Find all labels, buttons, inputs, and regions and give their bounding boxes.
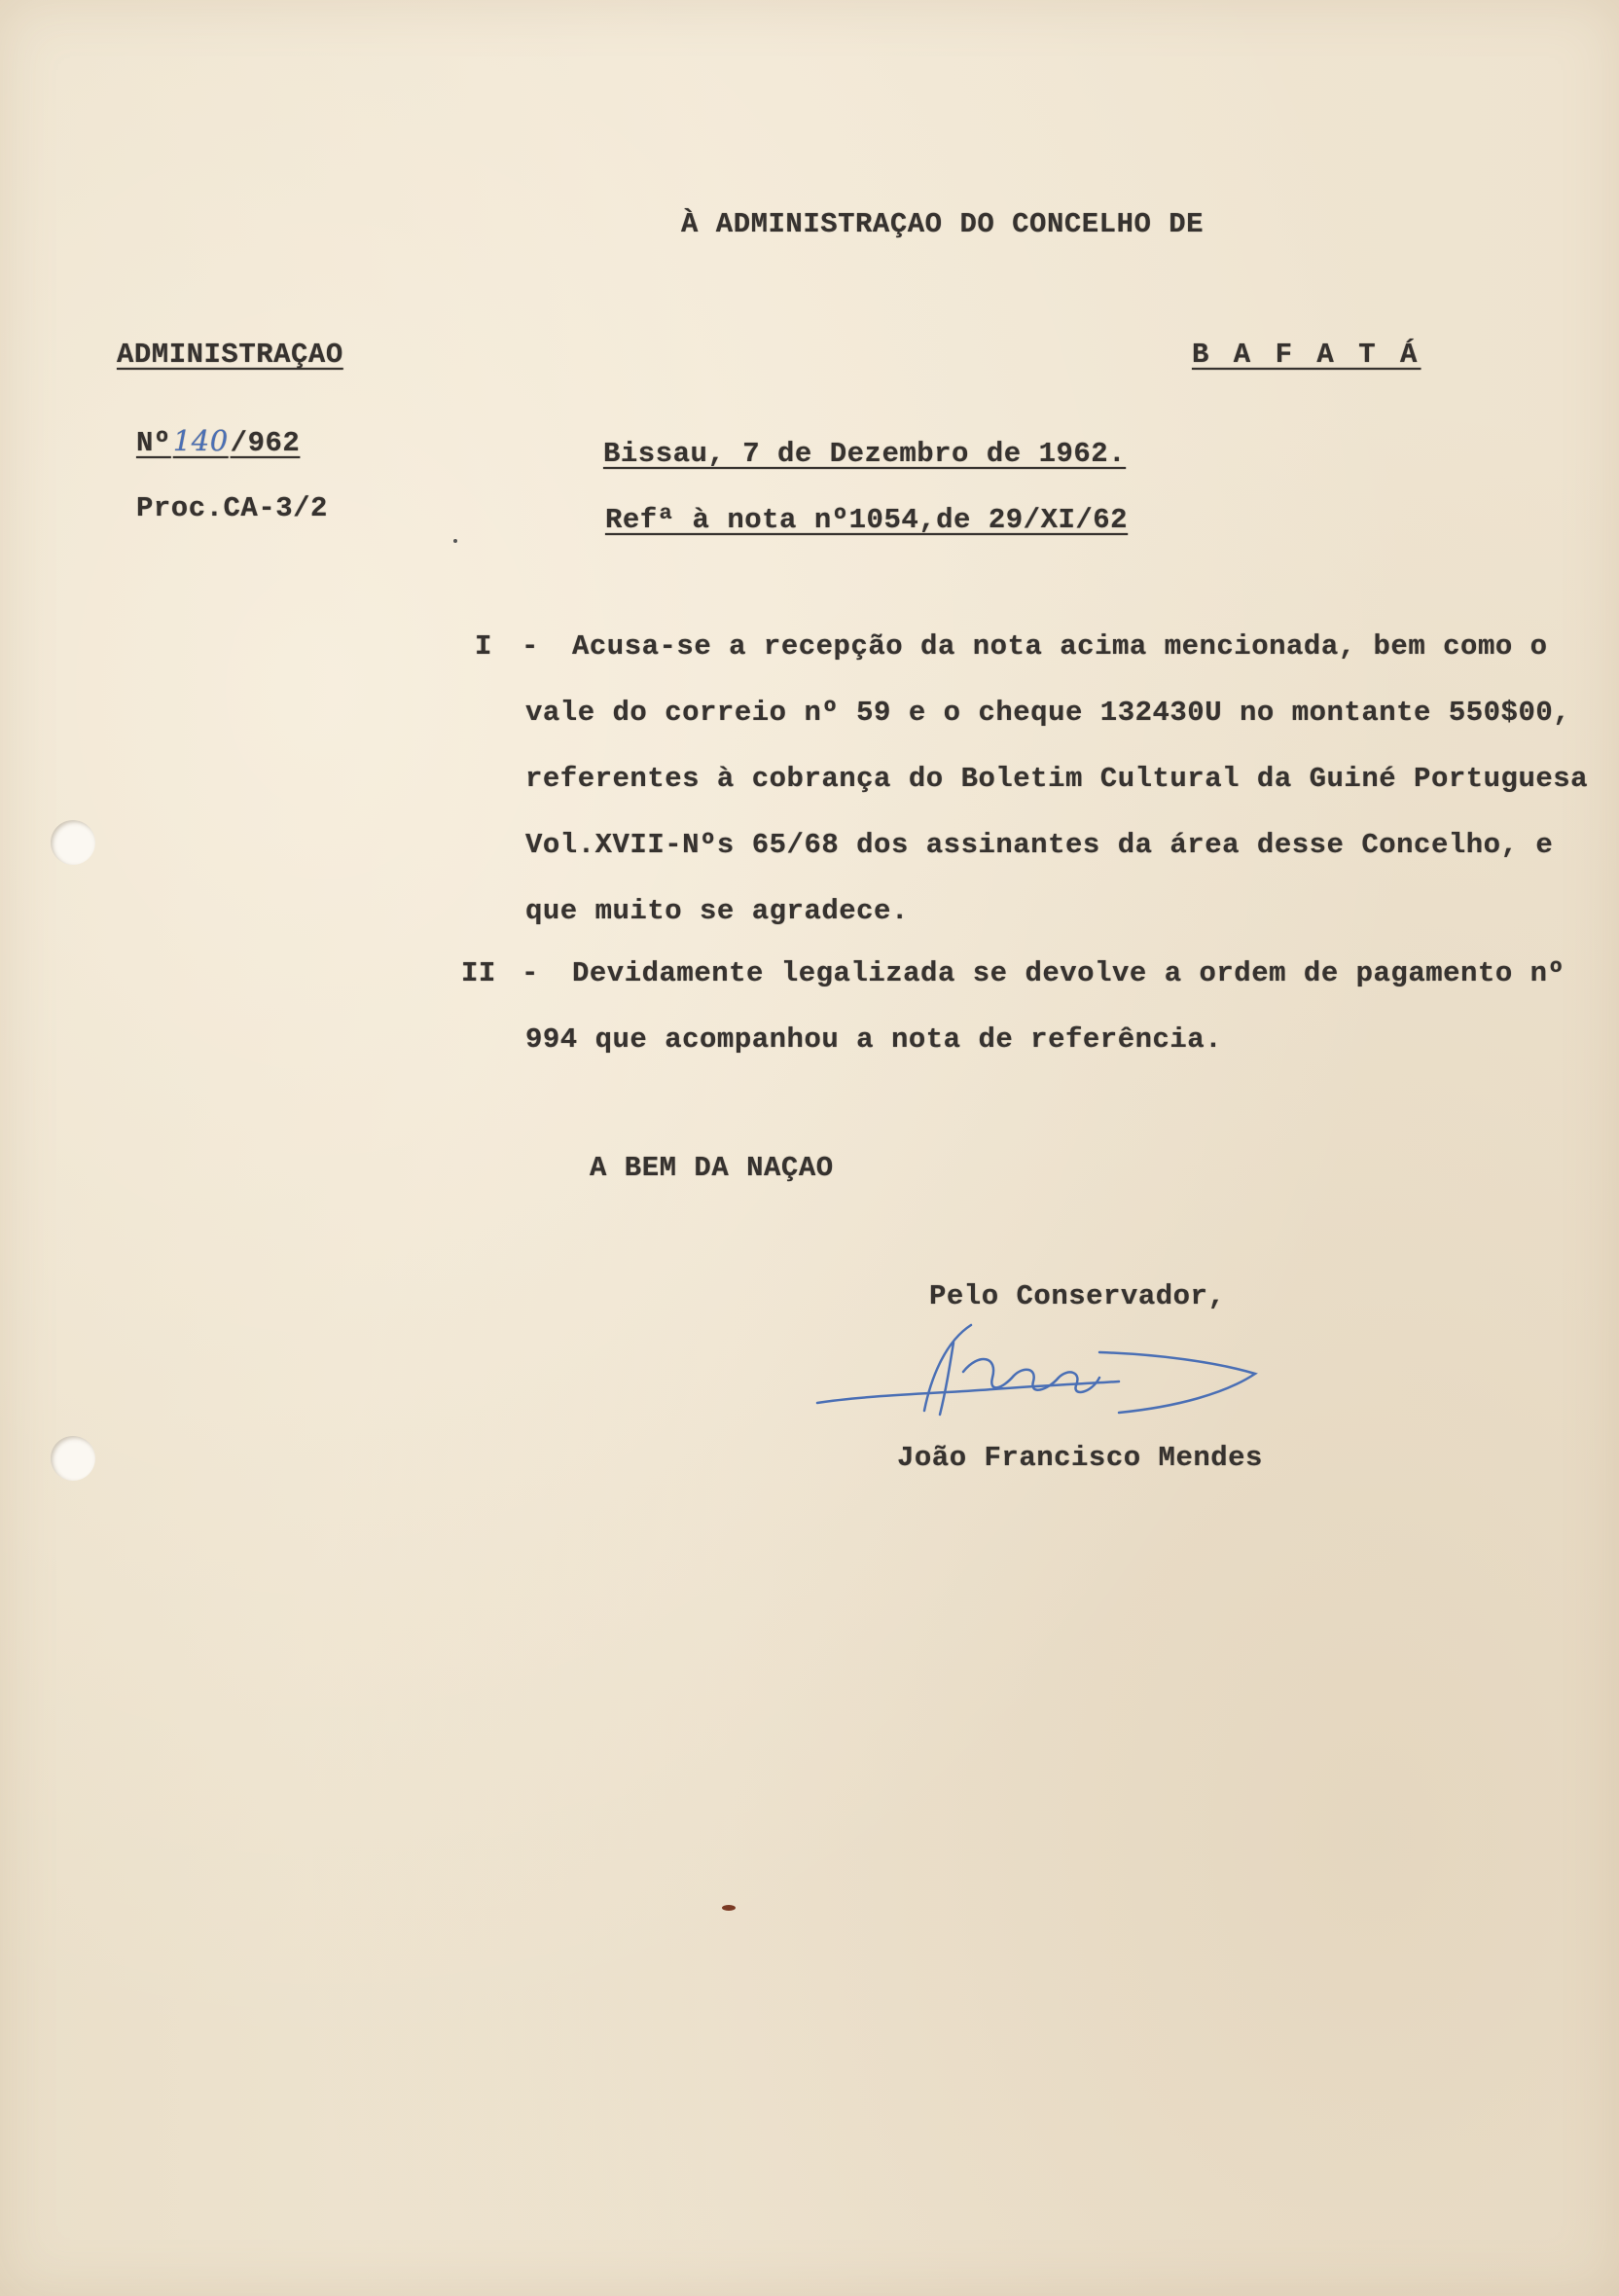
- para1-line: referentes à cobrança do Boletim Cultural da Guiné Portuguesa: [525, 763, 1589, 795]
- para1-dash: -: [522, 630, 539, 663]
- para2-numeral: II: [461, 957, 496, 989]
- reference-number-handwritten: 140: [172, 424, 229, 457]
- signature-mark: [808, 1313, 1275, 1430]
- para1-line: Acusa-se a recepção da nota acima mencionada, bem como o: [572, 630, 1548, 663]
- sender-office: ADMINISTRAÇAO: [117, 339, 343, 371]
- para1-line: que muito se agradece.: [525, 895, 909, 927]
- para1-line: Vol.XVII-Nºs 65/68 dos assinantes da área desse Concelho, e: [525, 829, 1554, 861]
- reference-number-suffix: /962: [230, 427, 301, 459]
- punch-hole: [51, 1436, 95, 1481]
- punch-hole: [51, 820, 95, 865]
- addressee-line: À ADMINISTRAÇAO DO CONCELHO DE: [681, 208, 1205, 240]
- dateline: Bissau, 7 de Dezembro de 1962.: [603, 438, 1127, 470]
- para1-numeral: I: [475, 630, 492, 663]
- signatory-name: João Francisco Mendes: [897, 1442, 1263, 1474]
- reference-line: Refª à nota nº1054,de 29/XI/62: [605, 504, 1129, 536]
- reference-number: [136, 424, 300, 459]
- paper-speck: [453, 539, 457, 543]
- salutation: A BEM DA NAÇAO: [590, 1152, 834, 1184]
- reference-number-prefix: Nº: [136, 427, 171, 459]
- para2-line: 994 que acompanhou a nota de referência.: [525, 1023, 1223, 1056]
- paper-speck: [722, 1905, 736, 1911]
- place-name: B A F A T Á: [1192, 339, 1421, 371]
- para2-dash: -: [522, 957, 539, 989]
- process-code: Proc.CA-3/2: [136, 492, 328, 524]
- para1-line: vale do correio nº 59 e o cheque 132430U no montante 550$00,: [525, 697, 1571, 729]
- para2-line: Devidamente legalizada se devolve a ordem de pagamento nº: [572, 957, 1565, 989]
- signoff: Pelo Conservador,: [929, 1280, 1226, 1312]
